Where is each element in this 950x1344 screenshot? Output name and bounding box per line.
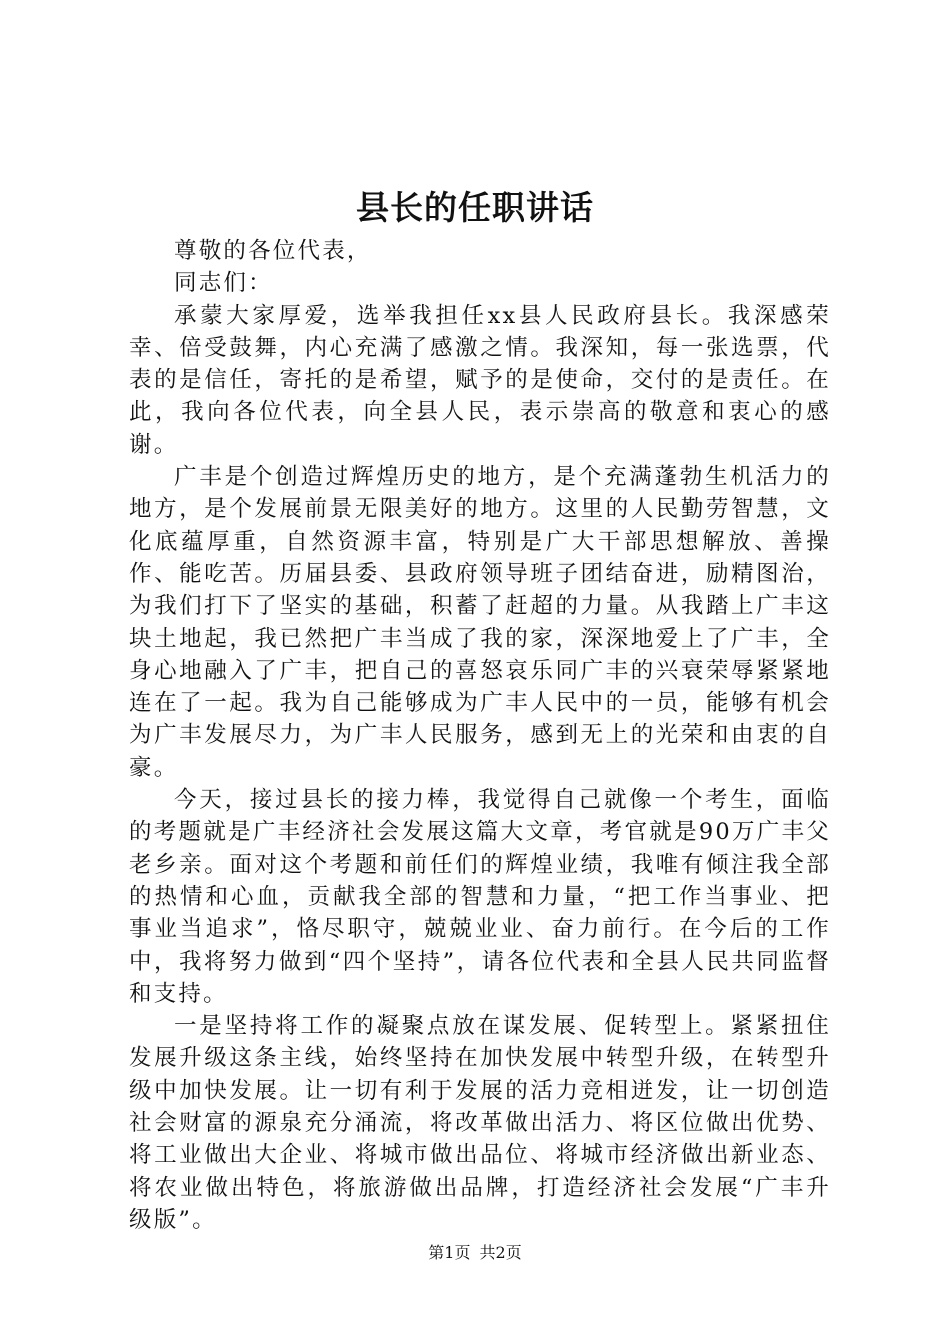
- page-number: 第1页: [428, 1243, 471, 1262]
- page-footer: [0, 1241, 950, 1265]
- salutation-comrades: 同志们：: [174, 270, 273, 297]
- paragraph-gratitude: 承蒙大家厚爱，选举我担任xx县人民政府县长。我深感荣幸、倍受鼓舞，内心充满了感激之情。我深知，每一张选票，代表的是信任，寄托的是希望，赋予的是使命，交付的是责任。在此，我向各位代表，向全县人民，表示崇高的敬意和衷心的感谢。: [129, 302, 831, 458]
- salutation-delegates: 尊敬的各位代表，: [174, 238, 372, 264]
- paragraph-guangfeng: 广丰是个创造过辉煌历史的地方，是个充满蓬勃生机活力的地方，是个发展前景无限美好的地方。这里的人民勤劳智慧，文化底蕴厚重，自然资源丰富，特别是广大干部思想解放、善操作、能吃苦。历届县委、县政府领导班子团结奋进，励精图治，为我们打下了坚实的基础，积蓄了赶超的力量。从我踏上广丰这块土地起，我已然把广丰当成了我的家，深深地爱上了广丰，全身心地融入了广丰，把自己的喜怒哀乐同广丰的兴衰荣辱紧紧地连在了一起。我为自己能够成为广丰人民中的一员，能够有机会为广丰发展尽力，为广丰人民服务，感到无上的光荣和由衷的自豪。: [129, 464, 831, 781]
- paragraph-first-principle: 一是坚持将工作的凝聚点放在谋发展、促转型上。紧紧扭住发展升级这条主线，始终坚持在加快发展中转型升级，在转型升级中加快发展。让一切有利于发展的活力竞相迸发，让一切创造社会财富的源泉充分涌流，将改革做出活力、将区位做出优势、将工业做出大企业、将城市做出品位、将城市经济做出新业态、将农业做出特色，将旅游做出品牌，打造经济社会发展“广丰升级版”。: [129, 1013, 831, 1233]
- paragraph-commitment: 今天，接过县长的接力棒，我觉得自己就像一个考生，面临的考题就是广丰经济社会发展这篇大文章，考官就是90万广丰父老乡亲。面对这个考题和前任们的辉煌业绩，我唯有倾注我全部的热情和心血，贡献我全部的智慧和力量，“把工作当事业、把事业当追求”，恪尽职守，兢兢业业、奋力前行。在今后的工作中，我将努力做到“四个坚持”，请各位代表和全县人民共同监督和支持。: [129, 787, 831, 1007]
- page-title: 县长的任职讲话: [356, 188, 594, 227]
- page-total: 共2页: [479, 1243, 522, 1262]
- document-body: [129, 235, 831, 1236]
